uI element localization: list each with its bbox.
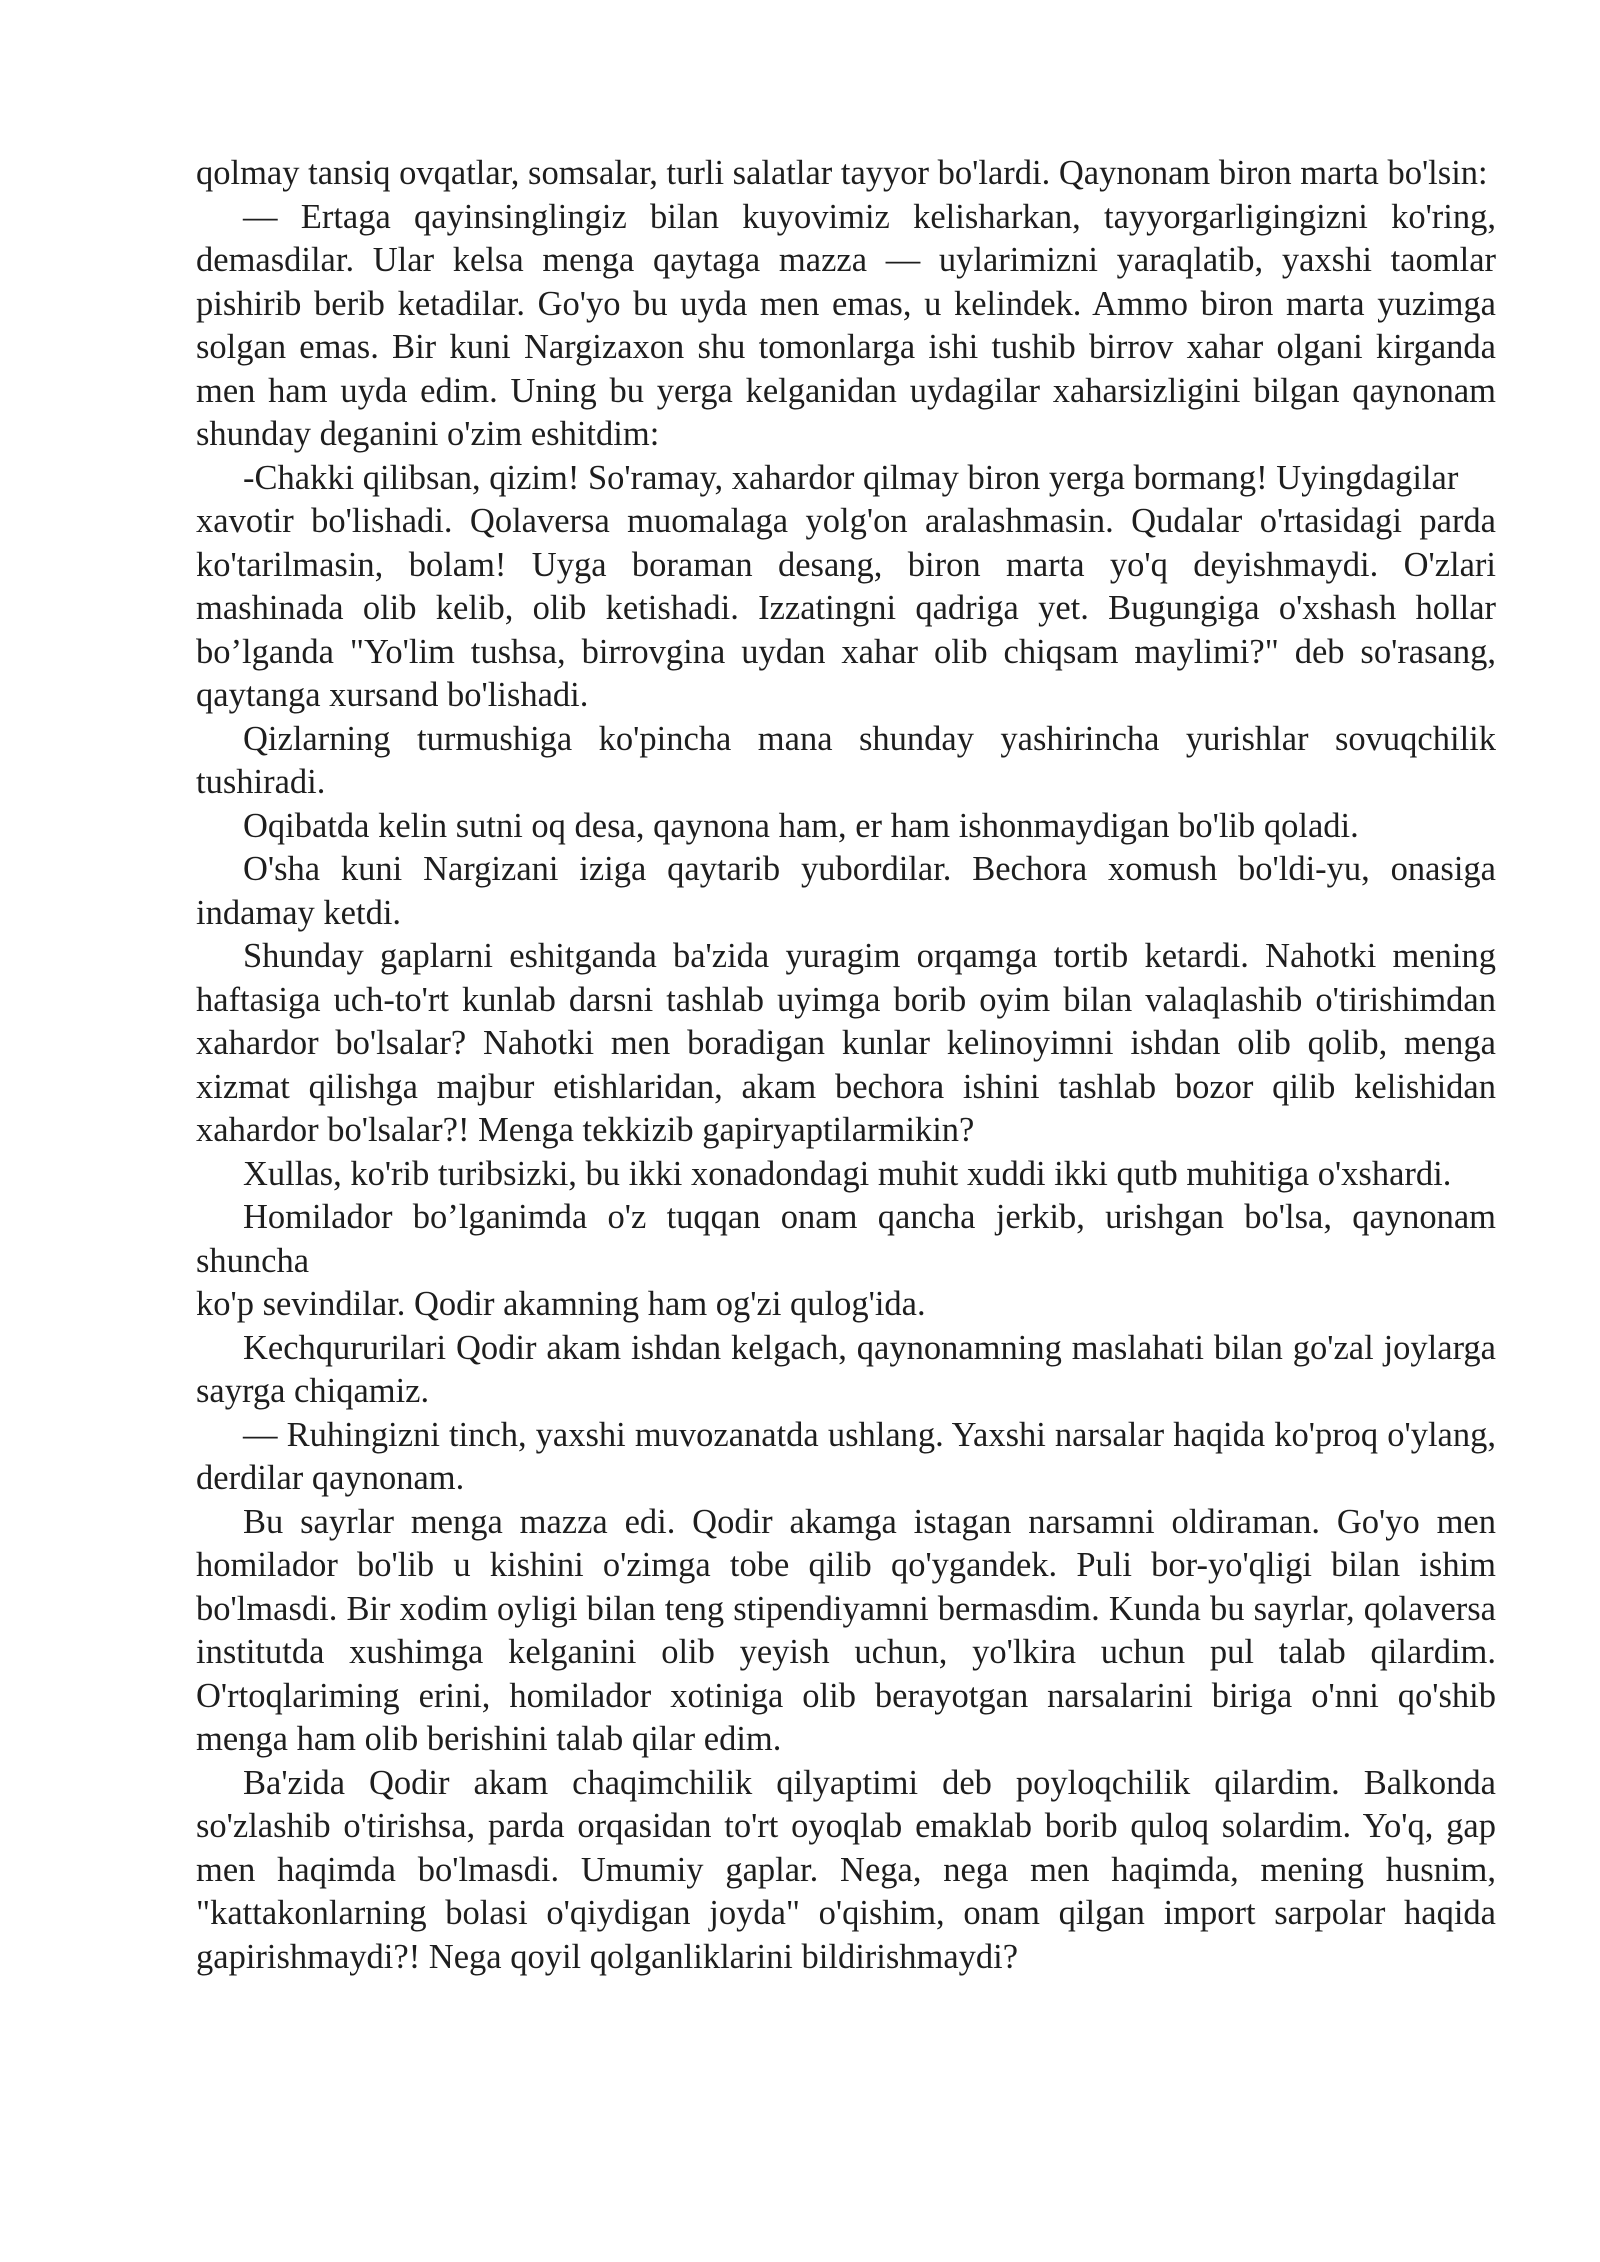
paragraph: Oqibatda kelin sutni oq desa, qaynona ham, er ham ishonmaydigan bo'lib qoladi. [243,806,1359,845]
paragraph: — Ertaga qayinsinglingiz bilan kuyovimiz kelisharkan, tayyorgarligingizni ko'ring, demasdilar. Ular kelsa menga qaytaga mazza — uylarimizni yaraqlatib, yaxshi taomlar pishirib berib ketadilar. Go'yo bu uyda men emas, u kelindek. Ammo biron marta yuzimga solgan emas. Bir kuni Nargizaxon shu tomonlarga ishi tushib birrov xahar olgani kirganda men ham uyda edim. Uning bu yerga kelganidan uydagilar xaharsizligini bilgan qaynonam shunday deganini o'zim eshitdim: [196,197,1496,453]
paragraph: xavotir bo'lishadi. Qolaversa muomalaga yolg'on aralashmasin. Qudalar o'rtasidagi parda ko'tarilmasin, bolam! Uyga boraman desang, biron marta yo'q deyishmaydi. O'zlari mashinada olib kelib, olib ketishadi. Izzatingni qadriga yet. Bugungiga o'xshash hollar bo’lganda "Yo'lim tushsa, birrovgina uydan xahar olib chiqsam maylimi?" deb so'rasang, qaytanga xursand bo'lishadi. [196,502,1496,714]
paragraph: Qizlarning turmushiga ko'pincha mana shunday yashirincha yurishlar sovuqchilik tushiradi. [196,719,1496,801]
paragraph: ko'p sevindilar. Qodir akamning ham og'zi qulog'ida. [196,1285,926,1323]
paragraph: Shunday gaplarni eshitganda ba'zida yuragim orqamga tortib ketardi. Nahotki mening haftasiga uch-to'rt kunlab darsni tashlab uyimga borib oyim bilan valaqlashib o'tirishimdan xahardor bo'lsalar? Nahotki men boradigan kunlar kelinoyimni ishdan olib qolib, menga xizmat qilishga majbur etishlaridan, akam bechora ishini tashlab bozor qilib kelishidan xahardor bo'lsalar?! Menga tekkizib gapiryaptilarmikin? [196,937,1496,1149]
paragraph: Ba'zida Qodir akam chaqimchilik qilyaptimi deb poyloqchilik qilardim. Balkonda so'zlashib o'tirishsa, parda orqasidan to'rt oyoqlab emaklab borib quloq solardim. Yo'q, gap men haqimda bo'lmasdi. Umumiy gaplar. Nega, nega men haqimda, mening husnim, "kattakonlarning bolasi o'qiydigan joyda" o'qishim, onam qilgan import sarpolar haqida gapirishmaydi?! Nega qoyil qolganliklarini bildirishmaydi? [196,1763,1496,1976]
paragraph: Kechqururilari Qodir akam ishdan kelgach, qaynonamning maslahati bilan go'zal joylarga sayrga chiqamiz. [196,1328,1496,1410]
paragraph: — Ruhingizni tinch, yaxshi muvozanatda ushlang. Yaxshi narsalar haqida ko'proq o'ylang, derdilar qaynonam. [196,1415,1496,1497]
body-text [196,152,1496,1979]
paragraph: Bu sayrlar menga mazza edi. Qodir akamga istagan narsamni oldiraman. Go'yo men homilador bo'lib u kishini o'zimga tobe qilib qo'ygandek. Puli bor-yo'qligi bilan ishim bo'lmasdi. Bir xodim oyligi bilan teng stipendiyamni bermasdim. Kunda bu sayrlar, qolaversa institutda xushimga kelganini olib yeyish uchun, yo'lkira uchun pul talab qilardim. O'rtoqlariming erini, homilador xotiniga olib berayotgan narsalarini biriga o'nni qo'shib menga ham olib berishini talab qilar edim. [196,1502,1496,1758]
paragraph: Xullas, ko'rib turibsizki, bu ikki xonadondagi muhit xuddi ikki qutb muhitiga o'xshardi. [243,1154,1452,1193]
paragraph: qolmay tansiq ovqatlar, somsalar, turli salatlar tayyor bo'lardi. Qaynonam biron marta bo'lsin: [196,154,1488,192]
paragraph: O'sha kuni Nargizani iziga qaytarib yubordilar. Bechora xomush bo'ldi-yu, onasiga indamay ketdi. [196,850,1496,932]
paragraph: -Chakki qilibsan, qizim! So'ramay, xahardor qilmay biron yerga bormang! Uyingdagilar [243,458,1459,497]
paragraph: Homilador bo’lganimda o'z tuqqan onam qancha jerkib, urishgan bo'lsa, qaynonam shuncha [196,1198,1496,1280]
